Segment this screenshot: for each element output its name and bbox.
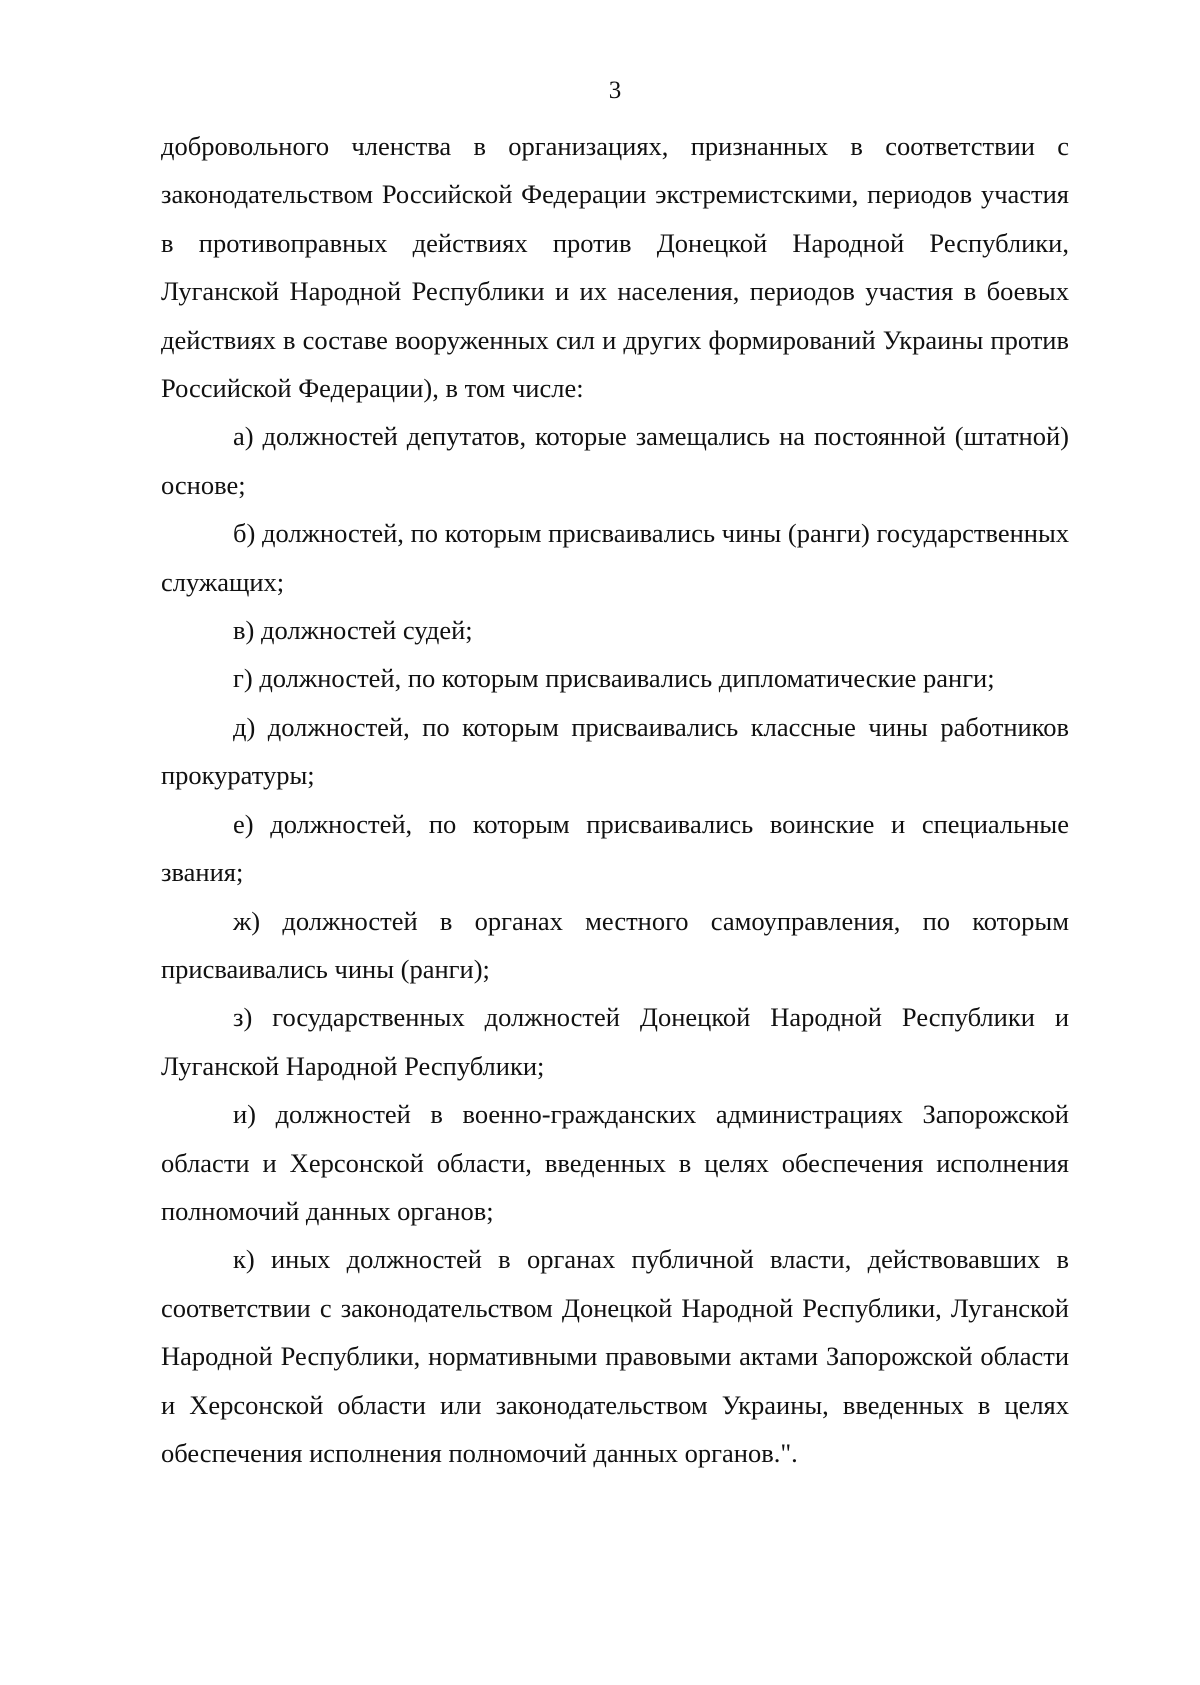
list-item-zh: ж) должностей в органах местного самоуправления, по которым присваивались чины (ранги); xyxy=(161,905,1069,984)
list-item-g: г) должностей, по которым присваивались дипломатические ранги; xyxy=(233,663,995,694)
list-item-e: е) должностей, по которым присваивались воинские и специальные звания; xyxy=(161,808,1069,888)
paragraph-intro: добровольного членства в организациях, признанных в соответствии с законодательством Российской Федерации экстремистскими, периодов участия в противоправных действиях против Донецкой Народной Республики, Луганской Народной Республики и их населения, периодов участия в боевых действиях в составе вооруженных сил и других формирований Украины против Российской Федерации), в том числе: xyxy=(161,131,1069,404)
list-item-a: а) должностей депутатов, которые замещались на постоянной (штатной) основе; xyxy=(161,421,1069,500)
list-item-v: в) должностей судей; xyxy=(233,615,473,646)
list-item-d: д) должностей, по которым присваивались классные чины работников прокуратуры; xyxy=(161,711,1069,791)
list-item-b: б) должностей, по которым присваивались чины (ранги) государственных служащих; xyxy=(161,518,1069,597)
list-item-k: к) иных должностей в органах публичной власти, действовавших в соответствии с законодательством Донецкой Народной Республики, Луганской Народной Республики, нормативными правовыми актами Запорожской области и Херсонской области или законодательством Украины, введенных в целях обеспечения исполнения полномочий данных органов.". xyxy=(161,1244,1069,1468)
list-item-i: и) должностей в военно-гражданских администрациях Запорожской области и Херсонской области, введенных в целях обеспечения исполнения полномочий данных органов; xyxy=(161,1099,1069,1226)
page-number: 3 xyxy=(608,77,622,104)
document-body xyxy=(161,122,1069,1477)
list-item-z: з) государственных должностей Донецкой Народной Республики и Луганской Народной Республики; xyxy=(161,1002,1069,1081)
